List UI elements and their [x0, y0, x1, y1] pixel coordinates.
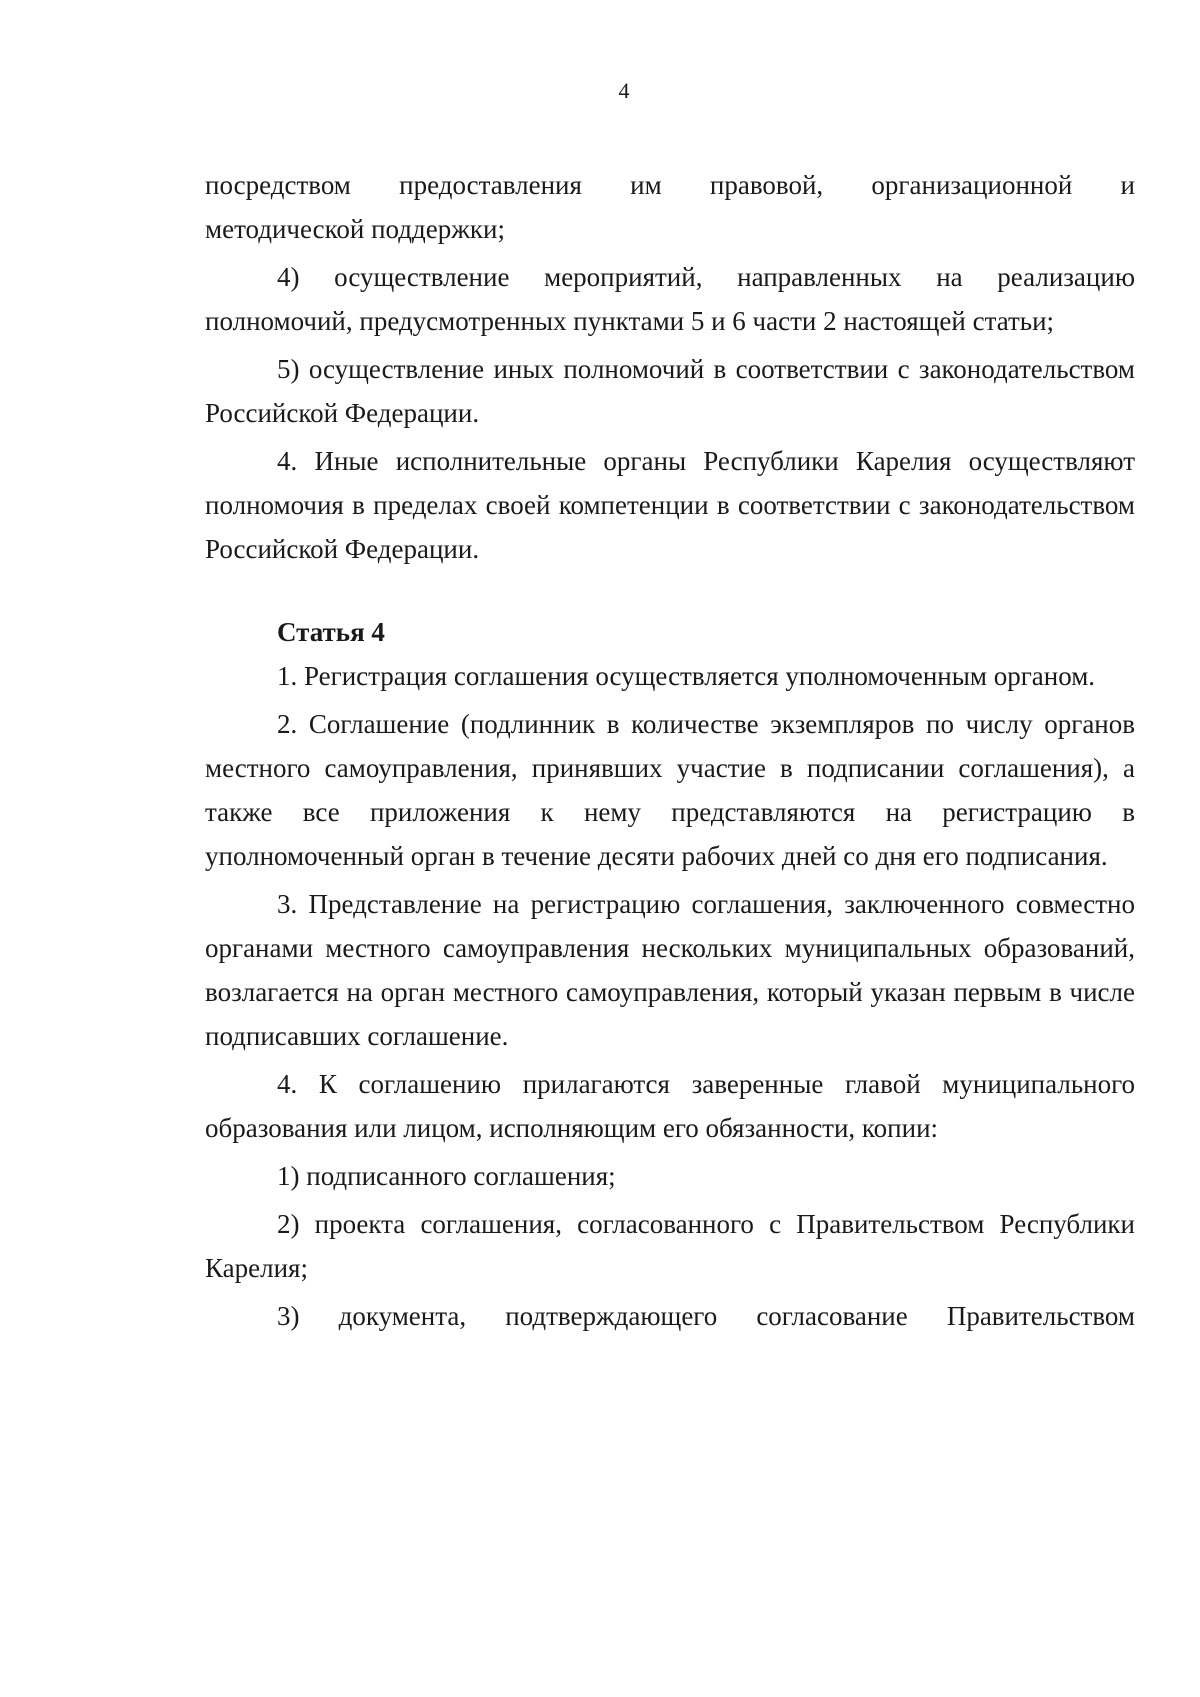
section-continuation [205, 163, 1135, 571]
article-heading: Статья 4 [277, 617, 385, 647]
paragraph-continuation-line2: методической поддержки; [205, 214, 505, 244]
article-paragraph-2: 2. Соглашение (подлинник в количестве экземпляров по числу органов местного самоуправления, принявших участие в подписании соглашения), а также все приложения к нему представляются на регистрацию в уполномоченный орган в течение десяти рабочих дней со дня его подписания. [205, 709, 1135, 871]
article-list-item-1: 1) подписанного соглашения; [277, 1161, 616, 1191]
article-list-item-3: 3) документа, подтверждающего согласование Правительством [277, 1301, 1135, 1331]
article-paragraph-4: 4. К соглашению прилагаются заверенные главой муниципального образования или лицом, исполняющим его обязанности, копии: [205, 1069, 1135, 1143]
paragraph-item-4: 4) осуществление мероприятий, направленных на реализацию полномочий, предусмотренных пунктами 5 и 6 части 2 настоящей статьи; [205, 262, 1135, 336]
paragraph-point-4: 4. Иные исполнительные органы Республики Карелия осуществляют полномочия в пределах своей компетенции в соответствии с законодательством Российской Федерации. [205, 446, 1135, 564]
article-paragraph-3: 3. Представление на регистрацию соглашения, заключенного совместно органами местного самоуправления нескольких муниципальных образований, возлагается на орган местного самоуправления, который указан первым в числе подписавших соглашение. [205, 889, 1135, 1051]
page-number: 4 [618, 78, 630, 103]
article-4 [205, 610, 1135, 1338]
article-list-item-2: 2) проекта соглашения, согласованного с Правительством Республики Карелия; [205, 1209, 1135, 1283]
paragraph-item-5: 5) осуществление иных полномочий в соответствии с законодательством Российской Федерации. [205, 354, 1135, 428]
paragraph-continuation-line1: посредством предоставления им правовой, организационной и [205, 170, 1135, 200]
article-paragraph-1: 1. Регистрация соглашения осуществляется уполномоченным органом. [277, 661, 1096, 691]
